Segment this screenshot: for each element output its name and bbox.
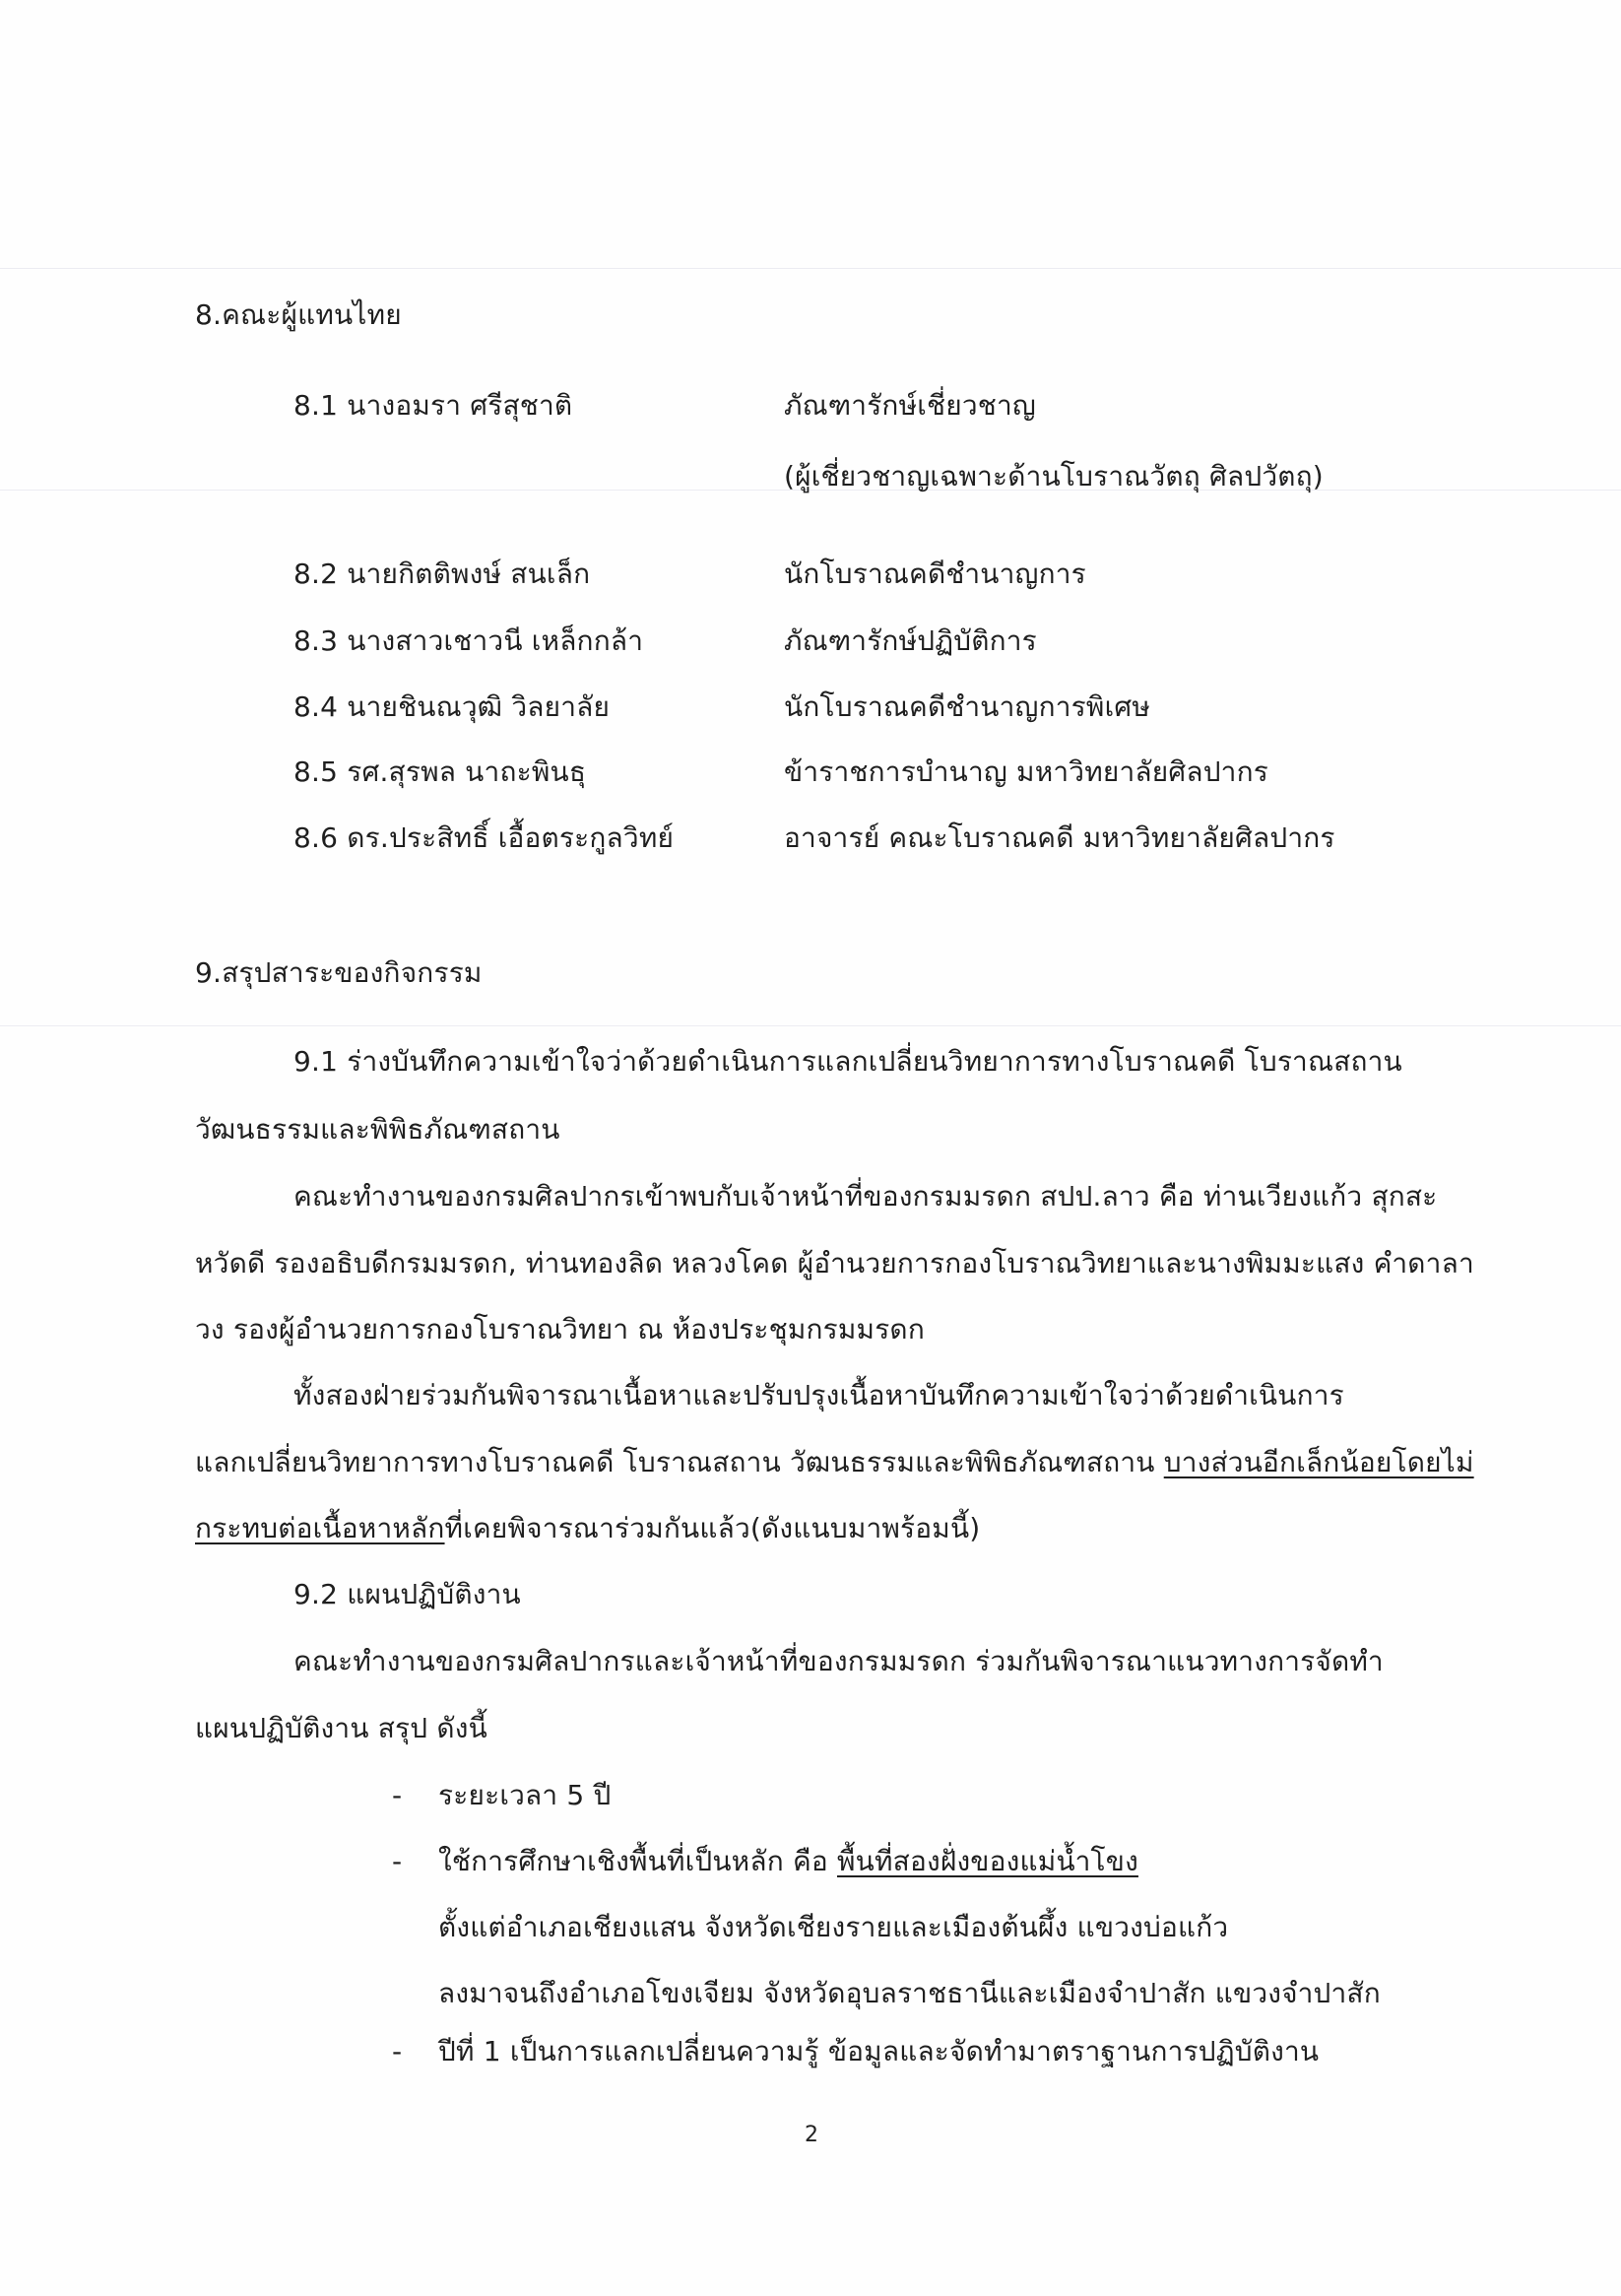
plain-text: ใช้การศึกษาเชิงพื้นที่เป็นหลัก คือ: [438, 1845, 837, 1877]
member-name: 8.3 นางสาวเชาวนี เหล็กกล้า: [293, 624, 644, 657]
member-role-note: (ผู้เชี่ยวชาญเฉพาะด้านโบราณวัตถุ ศิลปวัตถุ): [784, 460, 1324, 492]
member-name: 8.5 รศ.สุรพล นาถะพินธุ: [293, 755, 587, 788]
s92-paragraph-line: แผนปฏิบัติงาน สรุป ดังนี้: [195, 1712, 487, 1744]
member-role: ภัณฑารักษ์เชี่ยวชาญ: [784, 389, 1036, 422]
s91-paragraph-line: วง รองผู้อำนวยการกองโบราณวิทยา ณ ห้องประชุมกรมมรดก: [195, 1313, 925, 1345]
page-number: 2: [805, 2123, 818, 2147]
member-role: นักโบราณคดีชำนาญการพิเศษ: [784, 690, 1150, 723]
s92-paragraph-line: คณะทำงานของกรมศิลปากรและเจ้าหน้าที่ของกรมมรดก ร่วมกันพิจารณาแนวทางการจัดทำ: [293, 1645, 1384, 1677]
plain-text: แลกเปลี่ยนวิทยาการทางโบราณคดี โบราณสถาน วัฒนธรรมและพิพิธภัณฑสถาน: [195, 1446, 1164, 1478]
member-role: ข้าราชการบำนาญ มหาวิทยาลัยศิลปากร: [784, 755, 1268, 788]
bullet-text-continued: ตั้งแต่อำเภอเชียงแสน จังหวัดเชียงรายและเมืองต้นผึ้ง แขวงบ่อแก้ว: [438, 1911, 1229, 1943]
s91-paragraph-line: คณะทำงานของกรมศิลปากรเข้าพบกับเจ้าหน้าที่ของกรมมรดก สปป.ลาว คือ ท่านเวียงแก้ว สุกสะ: [293, 1180, 1438, 1213]
member-name: 8.4 นายชินณวุฒิ วิลยาลัย: [293, 690, 611, 723]
bullet-text: ปีที่ 1 เป็นการแลกเปลี่ยนความรู้ ข้อมูลและจัดทำมาตราฐานการปฏิบัติงาน: [438, 2035, 1320, 2067]
section-9-heading: 9.สรุปสาระของกิจกรรม: [195, 956, 483, 989]
member-role: นักโบราณคดีชำนาญการ: [784, 558, 1086, 590]
s91-paragraph-line: หวัดดี รองอธิบดีกรมมรดก, ท่านทองลิด หลวงโคด ผู้อำนวยการกองโบราณวิทยาและนางพิมมะแสง คำดาลา: [195, 1247, 1474, 1279]
scan-artifact-line: [0, 268, 1621, 269]
bullet-text: ระยะเวลา 5 ปี: [438, 1779, 612, 1811]
member-name: 8.1 นางอมรา ศรีสุชาติ: [293, 389, 573, 422]
scan-artifact-line: [0, 1025, 1621, 1026]
member-name: 8.6 ดร.ประสิทธิ์ เอื้อตระกูลวิทย์: [293, 821, 675, 854]
bullet-dash: -: [392, 2035, 403, 2067]
member-role: ภัณฑารักษ์ปฏิบัติการ: [784, 624, 1037, 657]
plain-text: ที่เคยพิจารณาร่วมกันแล้ว(ดังแนบมาพร้อมนี้): [444, 1512, 981, 1544]
bullet-text: [438, 1842, 1138, 1881]
member-role: อาจารย์ คณะโบราณคดี มหาวิทยาลัยศิลปากร: [784, 821, 1335, 854]
member-name: 8.2 นายกิตติพงษ์ สนเล็ก: [293, 558, 591, 590]
underlined-text: บางส่วนอีกเล็กน้อยโดยไม่: [1163, 1446, 1474, 1478]
s92-title: 9.2 แผนปฏิบัติงาน: [293, 1578, 521, 1610]
s91-paragraph-line: [195, 1443, 1474, 1482]
underlined-text: พื้นที่สองฝั่งของแม่น้ำโขง: [837, 1845, 1138, 1877]
s91-paragraph-line: ทั้งสองฝ่ายร่วมกันพิจารณาเนื้อหาและปรับปรุงเนื้อหาบันทึกความเข้าใจว่าด้วยดำเนินการ: [293, 1379, 1344, 1411]
bullet-text-continued: ลงมาจนถึงอำเภอโขงเจียม จังหวัดอุบลราชธานีและเมืองจำปาสัก แขวงจำปาสัก: [438, 1977, 1381, 2009]
underlined-text: กระทบต่อเนื้อหาหลัก: [195, 1512, 445, 1544]
bullet-dash: -: [392, 1845, 403, 1877]
s91-title-line: วัฒนธรรมและพิพิธภัณฑสถาน: [195, 1113, 560, 1146]
s91-title-line: 9.1 ร่างบันทึกความเข้าใจว่าด้วยดำเนินการแลกเปลี่ยนวิทยาการทางโบราณคดี โบราณสถาน: [293, 1045, 1402, 1078]
s91-paragraph-line: [195, 1509, 980, 1548]
section-8-heading: 8.คณะผู้แทนไทย: [195, 298, 402, 331]
bullet-dash: -: [392, 1779, 403, 1811]
